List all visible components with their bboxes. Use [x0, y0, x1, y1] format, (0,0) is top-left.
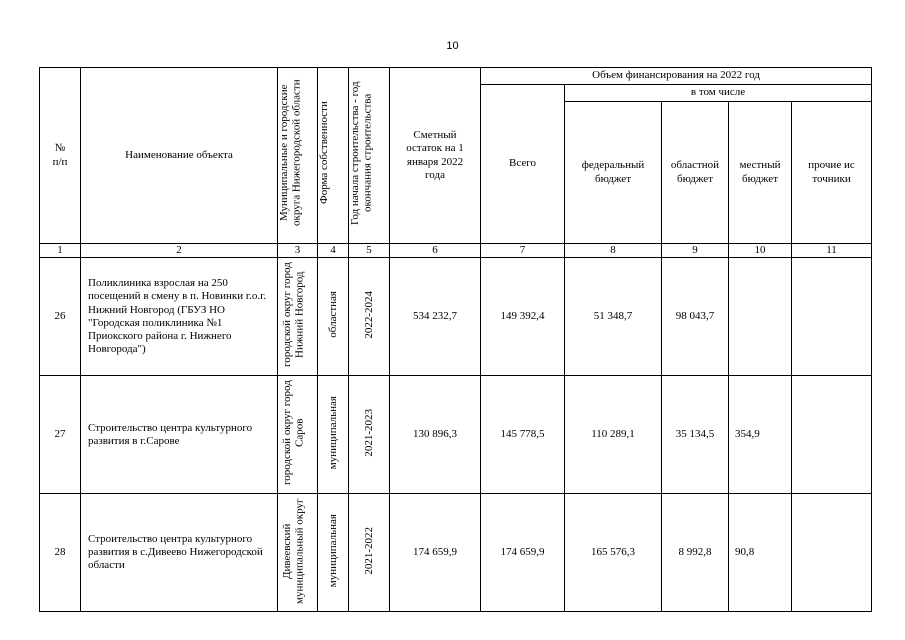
local-cell: 354,9 [729, 376, 792, 494]
years-cell: 2021-2023 [349, 376, 390, 494]
header-federal: федеральный бюджет [565, 102, 662, 244]
column-number: 5 [349, 244, 390, 258]
header-funding: Объем финансирования на 2022 год [481, 68, 872, 85]
estimate-cell: 130 896,3 [390, 376, 481, 494]
ownership-cell: муниципальная [318, 376, 349, 494]
ownership-cell: областная [318, 258, 349, 376]
row-no: 28 [40, 494, 81, 612]
row-no: 27 [40, 376, 81, 494]
header-total: Всего [481, 85, 565, 244]
row-no: 26 [40, 258, 81, 376]
regional-cell: 35 134,5 [662, 376, 729, 494]
column-number: 11 [792, 244, 872, 258]
estimate-cell: 534 232,7 [390, 258, 481, 376]
other-cell [792, 258, 872, 376]
header-municipality: Муниципальные и городские округа Нижегородской области [278, 68, 318, 244]
object-name: Поликлиника взрослая на 250 посещений в смену в п. Новинки г.о.г. Нижний Новгород (ГБУЗ НО "Городская поликлиника №1 Приокского района г. Нижнего Новгорода") [81, 258, 278, 376]
header-other: прочие источники [792, 102, 872, 244]
years-cell: 2022-2024 [349, 258, 390, 376]
table-row [40, 376, 872, 494]
table-row [40, 494, 872, 612]
column-number-row [40, 244, 872, 258]
estimate-cell: 174 659,9 [390, 494, 481, 612]
column-number: 10 [729, 244, 792, 258]
years-cell: 2021-2022 [349, 494, 390, 612]
municipality-cell: городской округ город Нижний Новгород [278, 258, 318, 376]
municipality-cell: Дивеевский муниципальный округ [278, 494, 318, 612]
other-cell [792, 494, 872, 612]
column-number: 9 [662, 244, 729, 258]
header-ownership: Форма собственности [318, 68, 349, 244]
financing-table [39, 67, 872, 612]
header-including: в том числе [565, 85, 872, 102]
header-row-1 [40, 68, 872, 85]
table-row [40, 258, 872, 376]
column-number: 2 [81, 244, 278, 258]
header-regional: областной бюджет [662, 102, 729, 244]
local-cell: 90,8 [729, 494, 792, 612]
total-cell: 174 659,9 [481, 494, 565, 612]
column-number: 7 [481, 244, 565, 258]
object-name: Строительство центра культурного развития в с.Дивеево Нижегородской области [81, 494, 278, 612]
municipality-cell: городской округ город Саров [278, 376, 318, 494]
federal-cell: 110 289,1 [565, 376, 662, 494]
local-cell [729, 258, 792, 376]
header-no: № п/п [40, 68, 81, 244]
federal-cell: 51 348,7 [565, 258, 662, 376]
federal-cell: 165 576,3 [565, 494, 662, 612]
header-estimate: Сметный остаток на 1 января 2022 года [390, 68, 481, 244]
other-cell [792, 376, 872, 494]
header-years: Год начала строительства - год окончания строительства [349, 68, 390, 244]
column-number: 3 [278, 244, 318, 258]
regional-cell: 8 992,8 [662, 494, 729, 612]
regional-cell: 98 043,7 [662, 258, 729, 376]
header-local: местный бюджет [729, 102, 792, 244]
column-number: 4 [318, 244, 349, 258]
column-number: 6 [390, 244, 481, 258]
total-cell: 145 778,5 [481, 376, 565, 494]
total-cell: 149 392,4 [481, 258, 565, 376]
column-number: 1 [40, 244, 81, 258]
header-name: Наименование объекта [81, 68, 278, 244]
ownership-cell: муниципальная [318, 494, 349, 612]
column-number: 8 [565, 244, 662, 258]
page-number: 10 [446, 40, 459, 52]
object-name: Строительство центра культурного развития в г.Сарове [81, 376, 278, 494]
